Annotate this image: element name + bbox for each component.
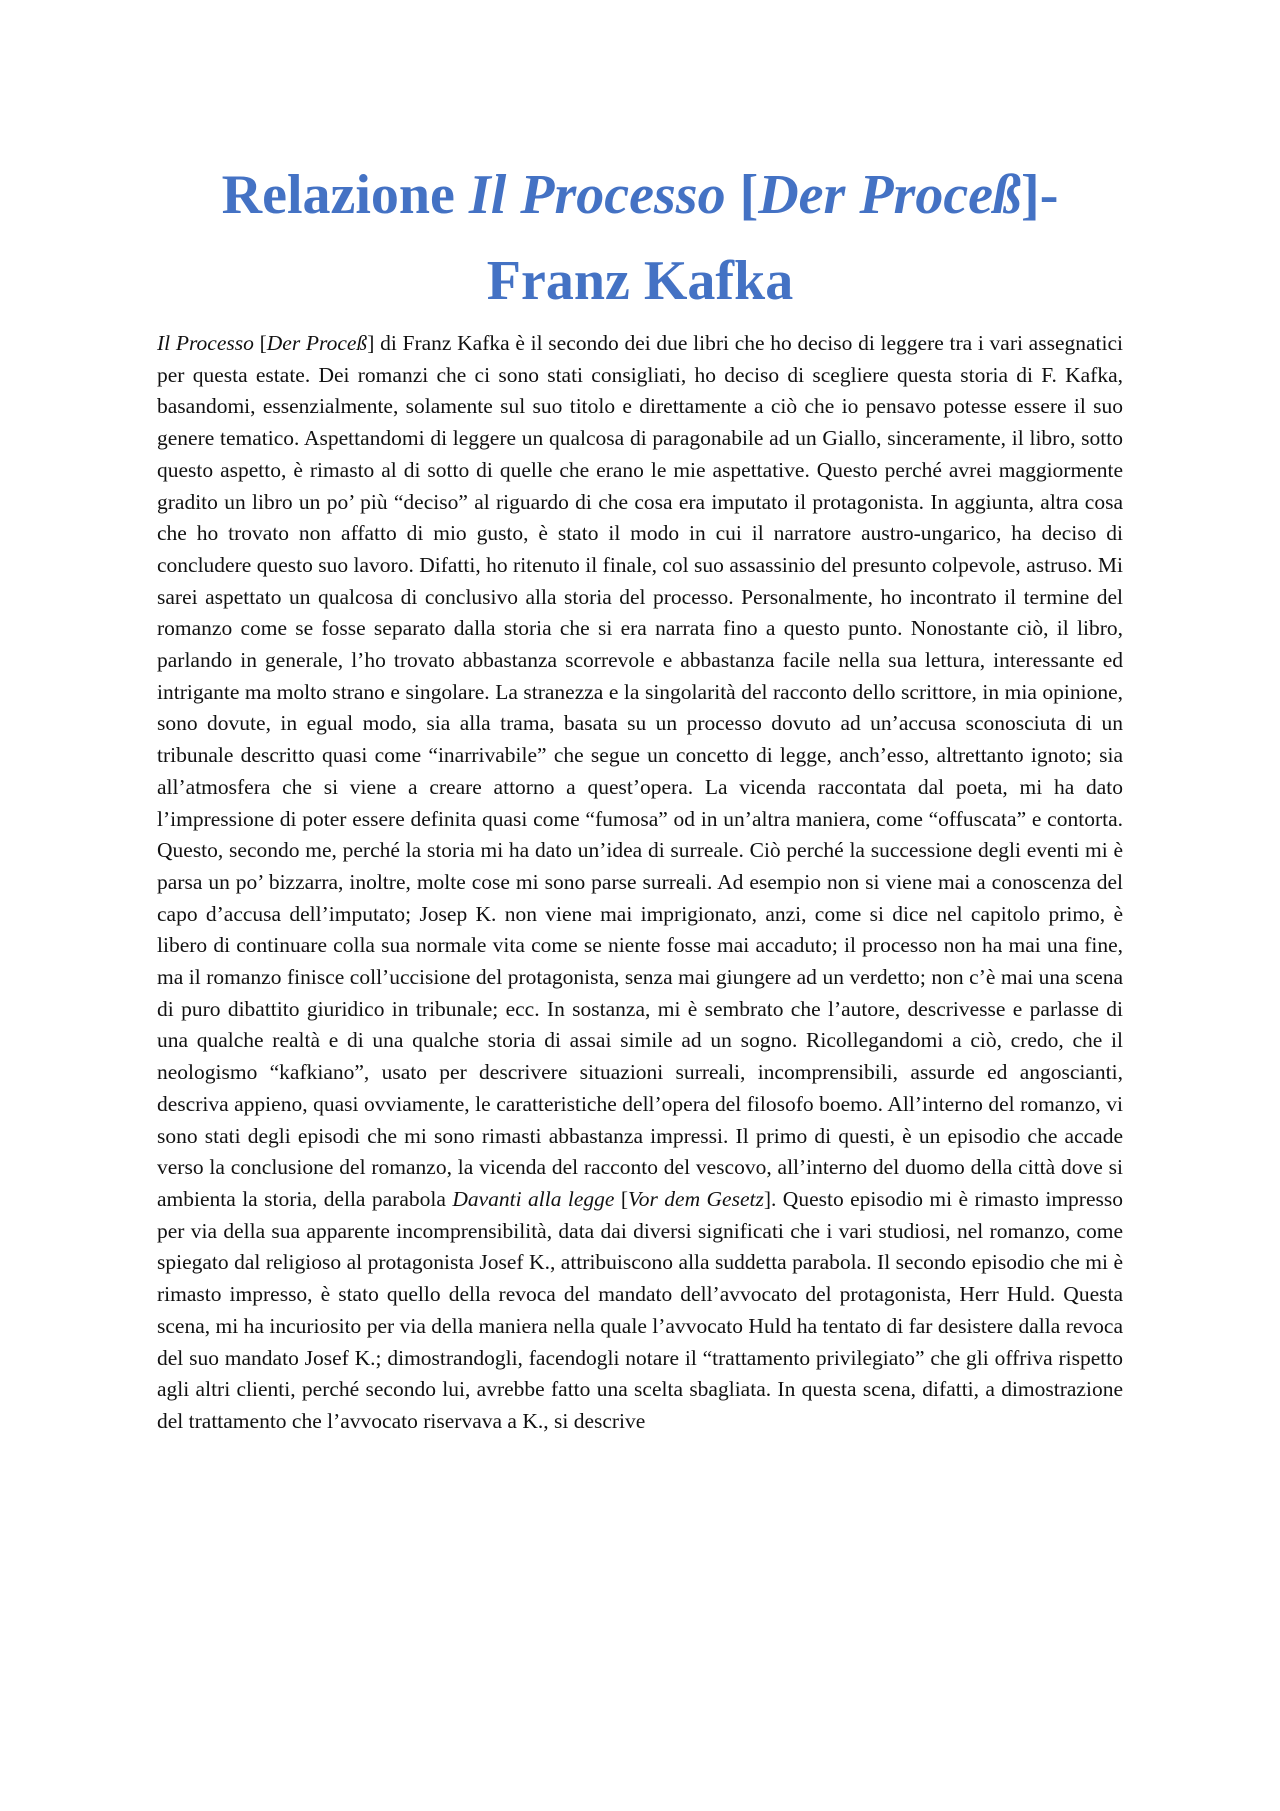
intro-work-italian: Il Processo xyxy=(157,331,254,355)
parable-bracket-close: ] xyxy=(763,1186,772,1211)
title-bracket-open: [ xyxy=(725,164,759,226)
intro-work-german: Der Proceß xyxy=(266,331,368,355)
parable-bracket-open: [ xyxy=(614,1186,628,1211)
parable-text: . Questo episodio mi è rimasto impresso per via della sua apparente incomprensibilità, data dai diversi significati che i vari studiosi, nel romanzo, come spiegato dal religioso al protagonista Josef K., attribuiscono alla suddetta parabola. Il secondo episodio che mi è rimasto impresso, è stato quello della revoca del mandato dell’avvocato del protagonista, Herr Huld. Questa scena, mi ha incuriosito per via della maniera nella quale l’avvocato Huld ha tentato di far desistere dalla revoca del suo mandato Josef K.; dimostrandogli, facendogli notare il “trattamento privilegiato” che gli offriva rispetto agli altri clienti, perché secondo lui, avrebbe fatto una scelta sbagliata. In questa scena, difatti, a dimostrazione del trattamento che l’avvocato riservava a K., si descrive xyxy=(157,1186,1123,1433)
intro-bracket-open: [ xyxy=(253,331,267,355)
intro-bracket-close: ] xyxy=(367,331,375,355)
title-author: Franz Kafka xyxy=(486,250,794,312)
parable-title-italian: Davanti alla legge xyxy=(452,1186,615,1211)
document-title xyxy=(140,152,1140,324)
title-work-german: Der Proceß xyxy=(758,164,1022,226)
body-paragraph xyxy=(157,328,1123,1438)
title-bracket-close: ]- xyxy=(1021,164,1059,226)
intro-text: di Franz Kafka è il secondo dei due libri che ho deciso di leggere tra i vari assegnatici per questa estate. Dei romanzi che ci sono stati consigliati, ho deciso di scegliere questa storia di F. Kafka, basandomi, essenzialmente, solamente sul suo titolo e direttamente a ciò che io pensavo potesse essere il suo genere tematico. Aspettandomi di leggere un qualcosa di paragonabile ad un Giallo, sinceramente, il libro, sotto questo aspetto, è rimasto al di sotto di quelle che erano le mie aspettative. Questo perché avrei maggiormente gradito un libro un po’ più “deciso” al riguardo di che cosa era imputato il protagonista. In aggiunta, altra cosa che ho trovato non affatto di mio gusto, è stato il modo in cui il narratore austro-ungarico, ha deciso di concludere questo suo lavoro. Difatti, ho ritenuto il finale, col suo assassinio del presunto colpevole, astruso. Mi sarei aspettato un qualcosa di conclusivo alla storia del processo. Personalmente, ho incontrato il termine del romanzo come se fosse separato dalla storia che si era narrata fino a questo punto. Nonostante ciò, il libro, parlando in generale, l’ho trovato abbastanza scorrevole e abbastanza facile nella sua lettura, interessante ed intrigante ma molto strano e singolare. La stranezza e la singolarità del racconto dello scrittore, in mia opinione, sono dovute, in egual modo, sia alla trama, basata su un processo dovuto ad un’accusa sconosciuta di un tribunale descritto quasi come “inarrivabile” che segue un concetto di legge, anch’esso, altrettanto ignoto; sia all’atmosfera che si viene a creare attorno a quest’opera. La vicenda raccontata dal poeta, mi ha dato l’impressione di poter essere definita quasi come “fumosa” od in un’altra maniera, come “offuscata” e contorta. Questo, secondo me, perché la storia mi ha dato un’idea di surreale. Ciò perché la successione degli eventi mi è parsa un po’ bizzarra, inoltre, molte cose mi sono parse surreali. Ad esempio non si viene mai a conoscenza del capo d’accusa dell’imputato; Josep K. non viene mai imprigionato, anzi, come si dice nel capitolo primo, è libero di continuare colla sua normale vita come se niente fosse mai accaduto; il processo non ha mai una fine, ma il romanzo finisce coll’uccisione del protagonista, senza mai giungere ad un verdetto; non c’è mai una scena di puro dibattito giuridico in tribunale; ecc. In sostanza, mi è sembrato che l’autore, descrivesse e parlasse di una qualche realtà e di una qualche storia di assai simile ad un sogno. Ricollegandomi a ciò, credo, che il neologismo “kafkiano”, usato per descrivere situazioni surreali, incomprensibili, assurde ed angoscianti, descriva appieno, quasi ovviamente, le caratteristiche dell’opera del filosofo boemo. All’interno del romanzo, vi sono stati degli episodi che mi sono rimasti abbastanza impressi. Il primo di questi, è un episodio che accade verso la conclusione del romanzo, la vicenda del racconto del vescovo, all’interno del duomo della città dove si ambienta la storia, della parabola xyxy=(157,331,1123,1211)
title-relazione: Relazione xyxy=(221,164,469,226)
title-work-italian: Il Processo xyxy=(468,164,726,226)
parable-title-german: Vor dem Gesetz xyxy=(628,1186,764,1211)
